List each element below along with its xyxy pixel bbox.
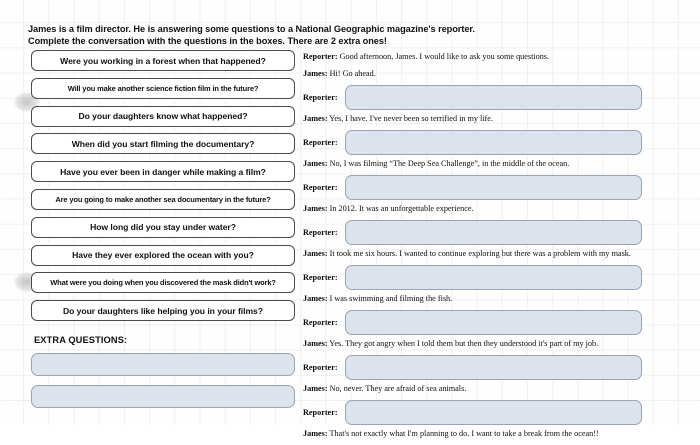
dialogue-answer-row [303,85,695,110]
question-card[interactable]: When did you start filming the documentary? [31,133,295,154]
dialogue-speaker-label: James: [303,338,328,348]
dialogue-speaker-label: Reporter: [303,183,338,192]
question-card[interactable]: Do your daughters like helping you in your films? [31,300,295,321]
extra-questions-heading: EXTRA QUESTIONS: [34,335,128,345]
dialogue-answer-blank[interactable] [345,85,642,110]
question-bank [31,50,295,328]
dialogue-answer-row [303,130,695,155]
dialogue-transcript [303,52,695,445]
dialogue-speaker-label: Reporter: [303,228,338,237]
extra-question-blank[interactable] [31,385,295,408]
question-card[interactable]: Will you make another science fiction film in the future? [31,78,295,99]
dialogue-line [303,69,695,79]
dialogue-utterance: No, never. They are afraid of sea animals. [327,383,467,393]
dialogue-line [303,204,695,214]
dialogue-speaker-label: Reporter: [303,318,338,327]
dialogue-answer-blank[interactable] [345,265,642,290]
question-card[interactable]: How long did you stay under water? [31,217,295,238]
dialogue-speaker-label: Reporter: [303,363,338,372]
dialogue-answer-row [303,175,695,200]
dialogue-speaker-label: Reporter: [303,408,338,417]
dialogue-utterance: Yes. They got angry when I told them but then they understood it's part of my job. [327,338,599,348]
dialogue-utterance: In 2012. It was an unforgettable experience. [327,203,474,213]
instructions-line-1: James is a film director. He is answering some questions to a National Geographic magazine's reporter. [28,24,475,34]
dialogue-answer-blank[interactable] [345,220,642,245]
dialogue-utterance: Hi! Go ahead. [327,68,376,78]
question-card[interactable]: Have they ever explored the ocean with you? [31,245,295,266]
dialogue-utterance: No, I was filming “The Deep Sea Challenge”, in the middle of the ocean. [327,158,570,168]
dialogue-answer-row [303,265,695,290]
dialogue-answer-blank[interactable] [345,130,642,155]
extra-question-blank[interactable] [31,353,295,376]
dialogue-speaker-label: Reporter: [303,93,338,102]
dialogue-line [303,114,695,124]
instructions-line-2: Complete the conversation with the questions in the boxes. There are 2 extra ones! [28,36,387,47]
dialogue-answer-blank[interactable] [345,175,642,200]
dialogue-utterance: Good afternoon, James. I would like to ask you some questions. [337,52,550,61]
dialogue-answer-blank[interactable] [345,355,642,380]
question-card[interactable]: Do your daughters know what happened? [31,106,295,127]
dialogue-speaker-label: Reporter: [303,273,338,282]
dialogue-line [303,159,695,169]
instructions-heading [28,23,628,48]
extra-questions-blanks [31,353,295,417]
dialogue-line [303,294,695,304]
dialogue-speaker-label: James: [303,113,328,123]
dialogue-speaker-label: James: [303,428,328,438]
dialogue-speaker-label: James: [303,158,328,168]
question-card[interactable]: Have you ever been in danger while making a film? [31,161,295,182]
dialogue-answer-row [303,220,695,245]
dialogue-line [303,249,695,259]
question-card[interactable]: Were you working in a forest when that happened? [31,50,295,71]
dialogue-answer-blank[interactable] [345,400,642,425]
dialogue-line [303,52,695,62]
dialogue-answer-row [303,310,695,335]
dialogue-utterance: I was swimming and filming the fish. [327,293,453,303]
dialogue-speaker-label: James: [303,203,328,213]
dialogue-line [303,339,695,349]
dialogue-answer-row [303,355,695,380]
dialogue-answer-row [303,400,695,425]
dialogue-line [303,429,695,439]
dialogue-speaker-label: James: [303,248,328,258]
dialogue-speaker-label: Reporter: [303,52,338,61]
dialogue-speaker-label: James: [303,383,328,393]
dialogue-utterance: It took me six hours. I wanted to continue exploring but there was a problem with my mask. [327,248,631,258]
dialogue-speaker-label: Reporter: [303,138,338,147]
dialogue-answer-blank[interactable] [345,310,642,335]
dialogue-line [303,384,695,394]
question-card[interactable]: What were you doing when you discovered the mask didn't work? [31,272,295,293]
dialogue-speaker-label: James: [303,293,328,303]
dialogue-utterance: Yes, I have. I've never been so terrified in my life. [327,113,493,123]
question-card[interactable]: Are you going to make another sea documentary in the future? [31,189,295,210]
dialogue-speaker-label: James: [303,68,328,78]
dialogue-utterance: That's not exactly what I'm planning to do. I want to take a break from the ocean!! [327,428,599,438]
